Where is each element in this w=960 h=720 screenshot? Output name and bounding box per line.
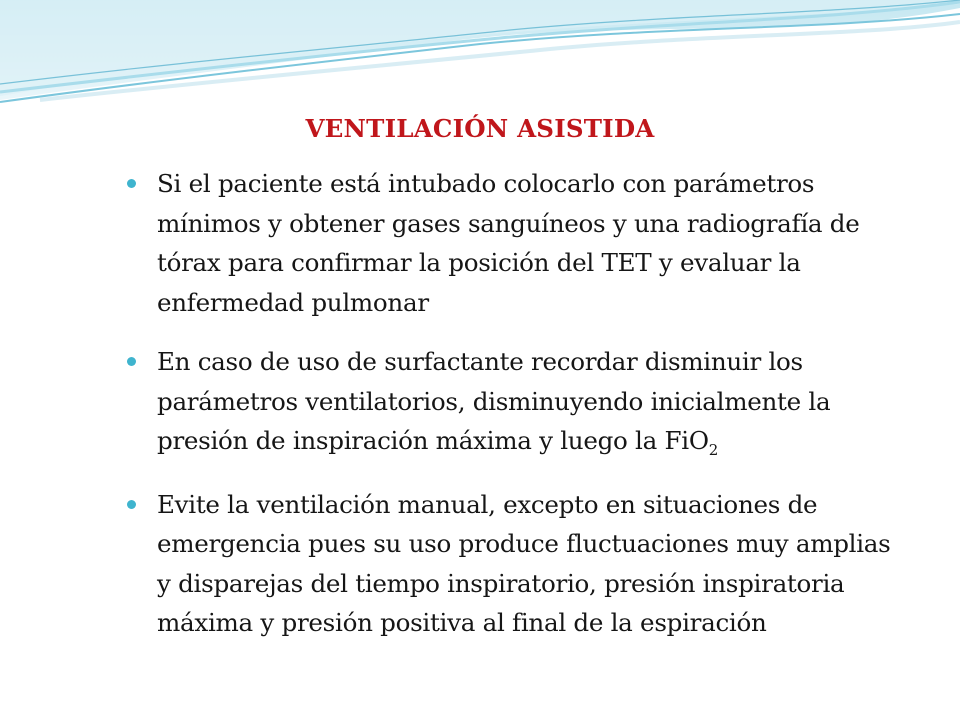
list-item: [127, 485, 907, 643]
subscript: 2: [708, 441, 718, 459]
bullet-icon: [127, 500, 136, 509]
list-item: [127, 164, 907, 322]
bullet-icon: [127, 357, 136, 366]
wave-decoration: [0, 0, 960, 130]
bullet-text: Evite la ventilación manual, excepto en situaciones de emergencia pues su uso produce fluctuaciones muy amplias y disparejas del tiempo inspiratorio, presión inspiratoria máxima y presión positiva al final de la espiración: [157, 489, 891, 637]
slide-title: VENTILACIÓN ASISTIDA: [305, 114, 655, 143]
bullet-list: [127, 164, 907, 663]
bullet-text: Si el paciente está intubado colocarlo con parámetros mínimos y obtener gases sanguíneos y una radiografía de tórax para confirmar la posición del TET y evaluar la enfermedad pulmonar: [157, 169, 860, 317]
list-item: [127, 342, 907, 465]
bullet-icon: [127, 179, 136, 188]
bullet-text: En caso de uso de surfactante recordar disminuir los parámetros ventilatorios, disminuyendo inicialmente la presión de inspiración máxima y luego la FiO$_2$: [157, 347, 831, 459]
